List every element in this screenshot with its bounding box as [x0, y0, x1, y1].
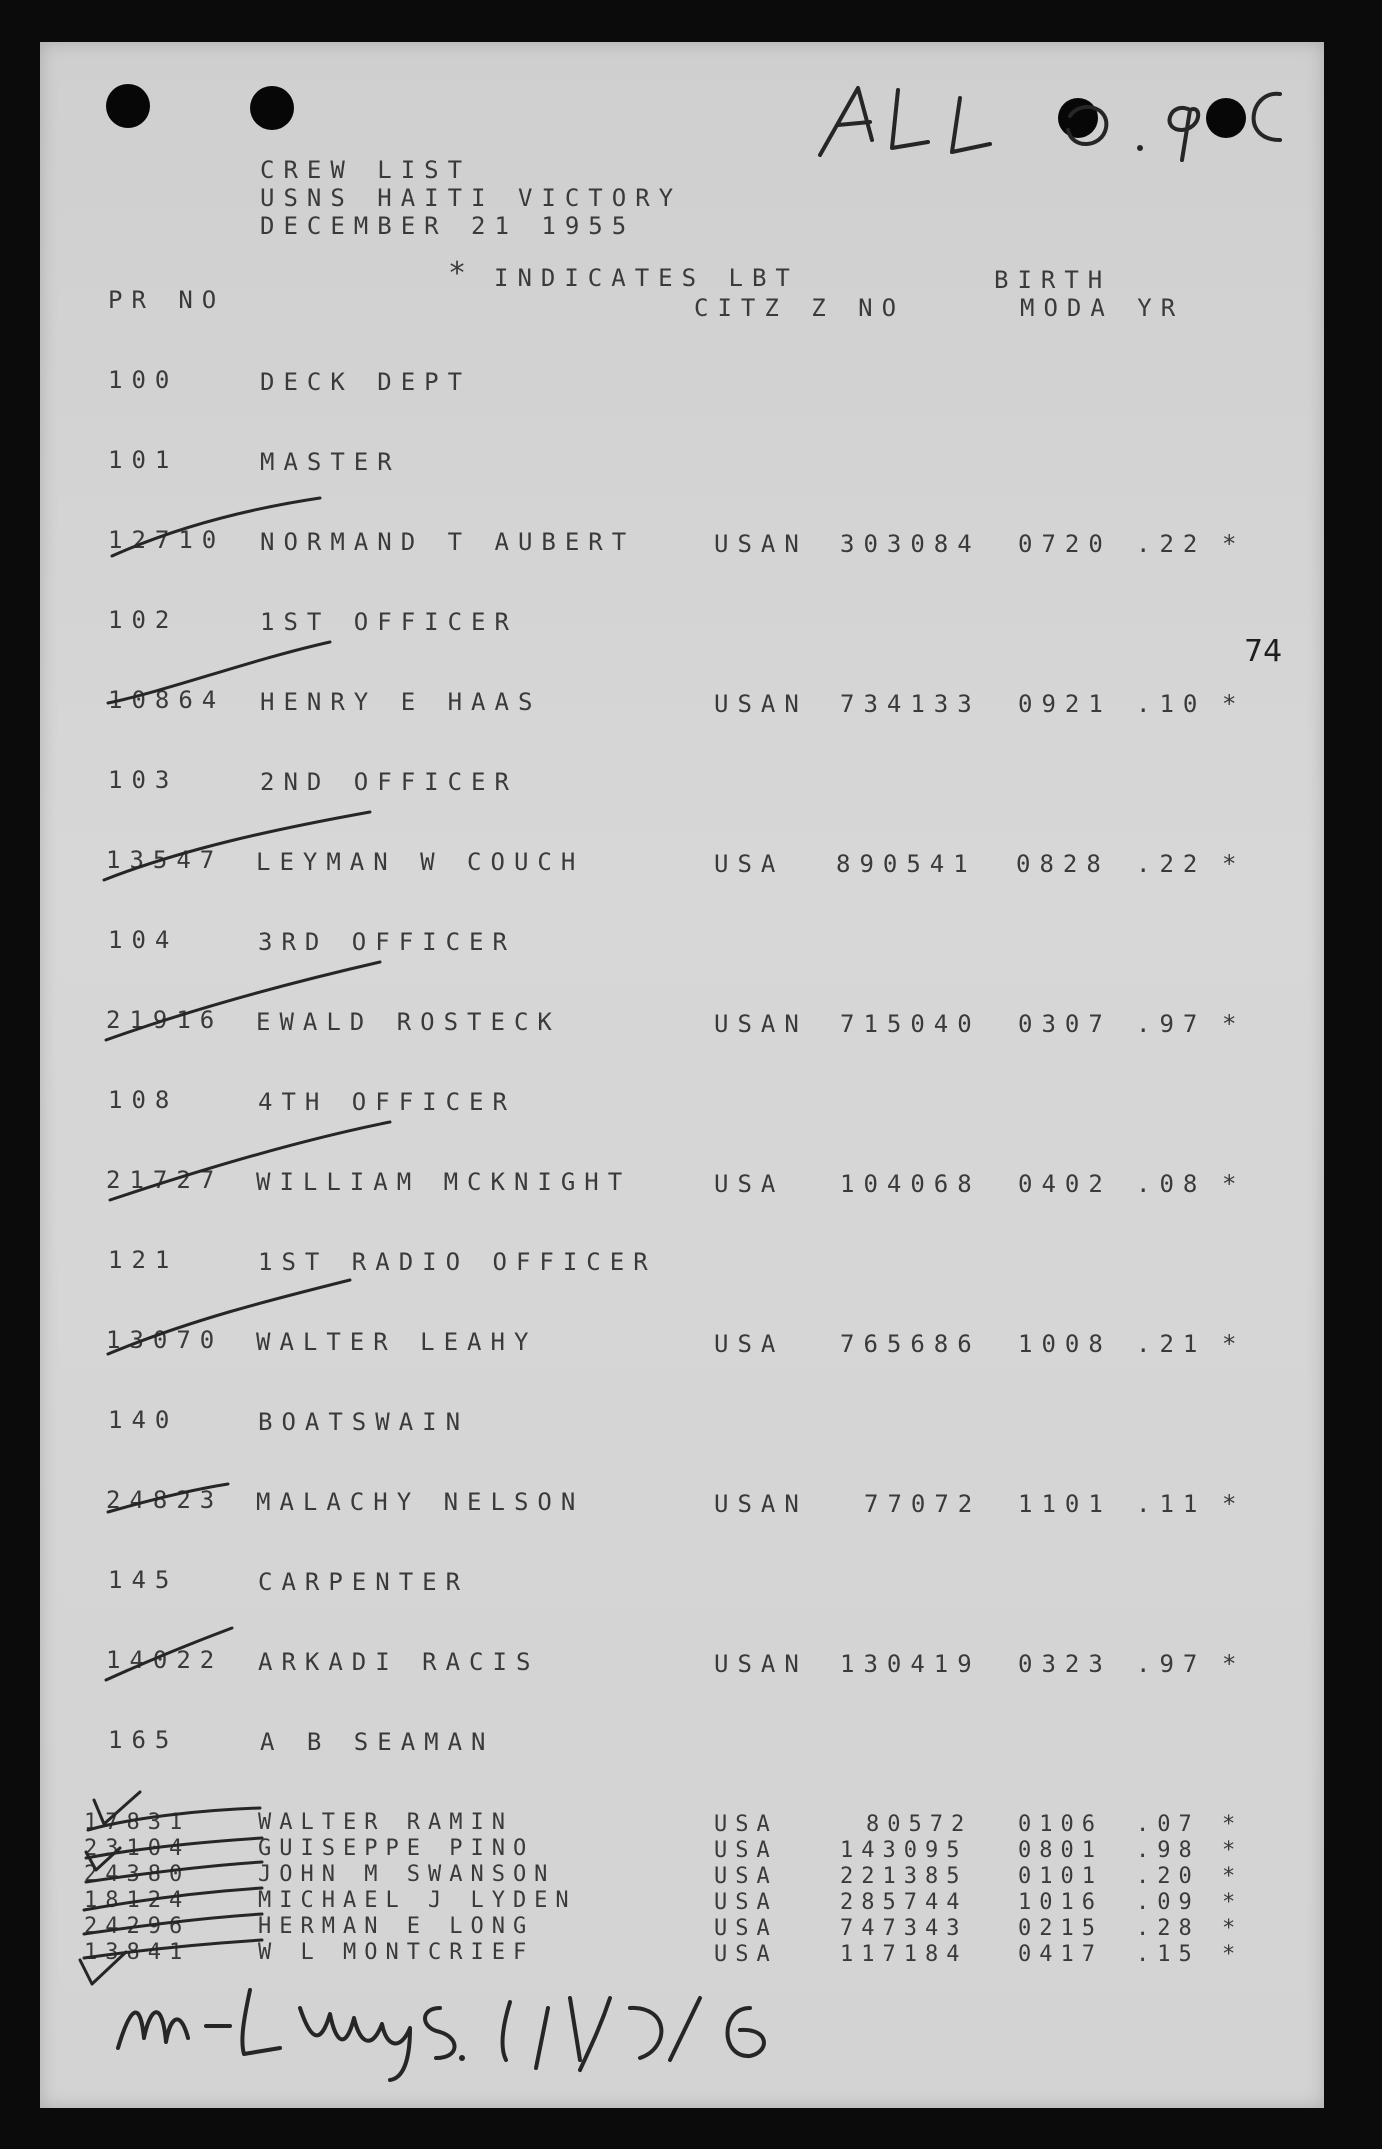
crew-lbt-mark: *	[1222, 1650, 1246, 1678]
position-code: 103	[108, 766, 179, 794]
crew-pr-number: 21727	[106, 1166, 224, 1194]
crew-name: WALTER LEAHY	[256, 1328, 538, 1356]
crew-pr-number: 23104	[84, 1836, 191, 1861]
crew-birth-year: .21	[1136, 1330, 1207, 1358]
crew-z-number: 80572	[866, 1812, 973, 1837]
crew-z-number: 285744	[840, 1890, 968, 1915]
crew-z-number: 130419	[840, 1650, 981, 1678]
crew-name: GUISEPPE PINO	[258, 1836, 535, 1861]
crew-name: HENRY E HAAS	[260, 688, 542, 716]
crew-citizenship: USAN	[714, 1490, 808, 1518]
column-citz-z-no: CITZ Z NO	[694, 294, 906, 322]
crew-pr-number: 17831	[84, 1810, 191, 1835]
position-title: 4TH OFFICER	[258, 1088, 516, 1116]
crew-citizenship: USA	[714, 1330, 785, 1358]
crew-birth-moda: 0323	[1018, 1650, 1112, 1678]
crew-birth-year: .98	[1136, 1838, 1200, 1863]
crew-citizenship: USA	[714, 1890, 778, 1915]
position-title: A B SEAMAN	[260, 1728, 495, 1756]
crew-z-number: 890541	[836, 850, 977, 878]
crew-birth-moda: 0801	[1018, 1838, 1103, 1863]
crew-birth-year: .08	[1136, 1170, 1207, 1198]
crew-birth-year: .11	[1136, 1490, 1207, 1518]
crew-lbt-mark: *	[1222, 530, 1246, 558]
crew-lbt-mark: *	[1222, 690, 1246, 718]
position-code: 165	[108, 1726, 179, 1754]
crew-z-number: 747343	[840, 1916, 968, 1941]
crew-citizenship: USA	[714, 850, 785, 878]
crew-birth-moda: 0402	[1018, 1170, 1112, 1198]
crew-z-number: 221385	[840, 1864, 968, 1889]
crew-birth-year: .09	[1136, 1890, 1200, 1915]
crew-name: MICHAEL J LYDEN	[258, 1888, 577, 1913]
crew-lbt-mark: *	[1222, 1330, 1246, 1358]
crew-birth-year: .22	[1136, 530, 1207, 558]
crew-citizenship: USAN	[714, 530, 808, 558]
crew-lbt-mark: *	[1222, 1942, 1244, 1967]
crew-z-number: 104068	[840, 1170, 981, 1198]
crew-citizenship: USA	[714, 1170, 785, 1198]
crew-citizenship: USA	[714, 1864, 778, 1889]
crew-lbt-mark: *	[1222, 1864, 1244, 1889]
crew-lbt-mark: *	[1222, 1010, 1246, 1038]
crew-pr-number: 21916	[106, 1006, 224, 1034]
crew-name: ARKADI RACIS	[258, 1648, 540, 1676]
position-title: 3RD OFFICER	[258, 928, 516, 956]
position-title: CARPENTER	[258, 1568, 470, 1596]
crew-birth-moda: 1008	[1018, 1330, 1112, 1358]
crew-birth-moda: 1101	[1018, 1490, 1112, 1518]
crew-birth-year: .28	[1136, 1916, 1200, 1941]
crew-name: EWALD ROSTECK	[256, 1008, 561, 1036]
position-title: 1ST RADIO OFFICER	[258, 1248, 657, 1276]
crew-birth-moda: 0215	[1018, 1916, 1103, 1941]
crew-name: JOHN M SWANSON	[258, 1862, 556, 1887]
crew-lbt-mark: *	[1222, 1838, 1244, 1863]
crew-pr-number: 13841	[84, 1940, 191, 1965]
crew-birth-year: .20	[1136, 1864, 1200, 1889]
section-name: DECK DEPT	[260, 368, 472, 396]
crew-citizenship: USAN	[714, 690, 808, 718]
crew-birth-year: .07	[1136, 1812, 1200, 1837]
crew-pr-number: 18124	[84, 1888, 191, 1913]
crew-pr-number: 13070	[106, 1326, 224, 1354]
position-code: 101	[108, 446, 179, 474]
column-birth: BIRTH	[994, 266, 1112, 294]
crew-birth-moda: 0828	[1016, 850, 1110, 878]
crew-name: LEYMAN W COUCH	[256, 848, 585, 876]
crew-name: MALACHY NELSON	[256, 1488, 585, 1516]
crew-lbt-mark: *	[1222, 1170, 1246, 1198]
legend-asterisk: *	[448, 256, 476, 291]
crew-lbt-mark: *	[1222, 1812, 1244, 1837]
position-code: 145	[108, 1566, 179, 1594]
crew-name: HERMAN E LONG	[258, 1914, 535, 1939]
page-number: 74	[1244, 634, 1283, 669]
crew-pr-number: 14022	[106, 1646, 224, 1674]
crew-pr-number: 24380	[84, 1862, 191, 1887]
crew-birth-year: .22	[1136, 850, 1207, 878]
crew-pr-number: 12710	[108, 526, 226, 554]
title-crew-list: CREW LIST	[260, 156, 472, 184]
column-moda-yr: MODA YR	[1020, 294, 1185, 322]
position-title: 2ND OFFICER	[260, 768, 518, 796]
crew-birth-moda: 1016	[1018, 1890, 1103, 1915]
crew-pr-number: 13547	[106, 846, 224, 874]
crew-name: WILLIAM MCKNIGHT	[256, 1168, 632, 1196]
crew-birth-moda: 0921	[1018, 690, 1112, 718]
crew-z-number: 117184	[840, 1942, 968, 1967]
crew-z-number: 143095	[840, 1838, 968, 1863]
crew-birth-moda: 0307	[1018, 1010, 1112, 1038]
legend-text: INDICATES LBT	[494, 264, 799, 292]
position-title: MASTER	[260, 448, 401, 476]
crew-z-number: 715040	[840, 1010, 981, 1038]
crew-pr-number: 24296	[84, 1914, 191, 1939]
crew-citizenship: USA	[714, 1916, 778, 1941]
position-title: 1ST OFFICER	[260, 608, 518, 636]
crew-name: W L MONTCRIEF	[258, 1940, 535, 1965]
crew-birth-year: .10	[1136, 690, 1207, 718]
position-code: 104	[108, 926, 179, 954]
crew-citizenship: USA	[714, 1942, 778, 1967]
crew-citizenship: USA	[714, 1812, 778, 1837]
position-code: 108	[108, 1086, 179, 1114]
crew-z-number: 77072	[864, 1490, 982, 1518]
crew-lbt-mark: *	[1222, 1916, 1244, 1941]
crew-pr-number: 10864	[108, 686, 226, 714]
crew-z-number: 303084	[840, 530, 981, 558]
crew-birth-moda: 0720	[1018, 530, 1112, 558]
title-ship-name: USNS HAITI VICTORY	[260, 184, 683, 212]
crew-citizenship: USA	[714, 1838, 778, 1863]
position-code: 121	[108, 1246, 179, 1274]
crew-birth-moda: 0101	[1018, 1864, 1103, 1889]
title-date: DECEMBER 21 1955	[260, 212, 636, 240]
crew-citizenship: USAN	[714, 1010, 808, 1038]
crew-lbt-mark: *	[1222, 1890, 1244, 1915]
crew-citizenship: USAN	[714, 1650, 808, 1678]
position-code: 140	[108, 1406, 179, 1434]
crew-lbt-mark: *	[1222, 850, 1246, 878]
crew-birth-year: .97	[1136, 1010, 1207, 1038]
crew-name: NORMAND T AUBERT	[260, 528, 636, 556]
position-code: 102	[108, 606, 179, 634]
crew-z-number: 765686	[840, 1330, 981, 1358]
crew-birth-moda: 0417	[1018, 1942, 1103, 1967]
signature-handwriting	[110, 1968, 970, 2088]
crew-name: WALTER RAMIN	[258, 1810, 513, 1835]
crew-lbt-mark: *	[1222, 1490, 1246, 1518]
crew-birth-year: .97	[1136, 1650, 1207, 1678]
column-pr-no: PR NO	[108, 286, 226, 314]
crew-z-number: 734133	[840, 690, 981, 718]
position-title: BOATSWAIN	[258, 1408, 470, 1436]
section-code: 100	[108, 366, 179, 394]
crew-pr-number: 24823	[106, 1486, 224, 1514]
crew-birth-moda: 0106	[1018, 1812, 1103, 1837]
crew-birth-year: .15	[1136, 1942, 1200, 1967]
